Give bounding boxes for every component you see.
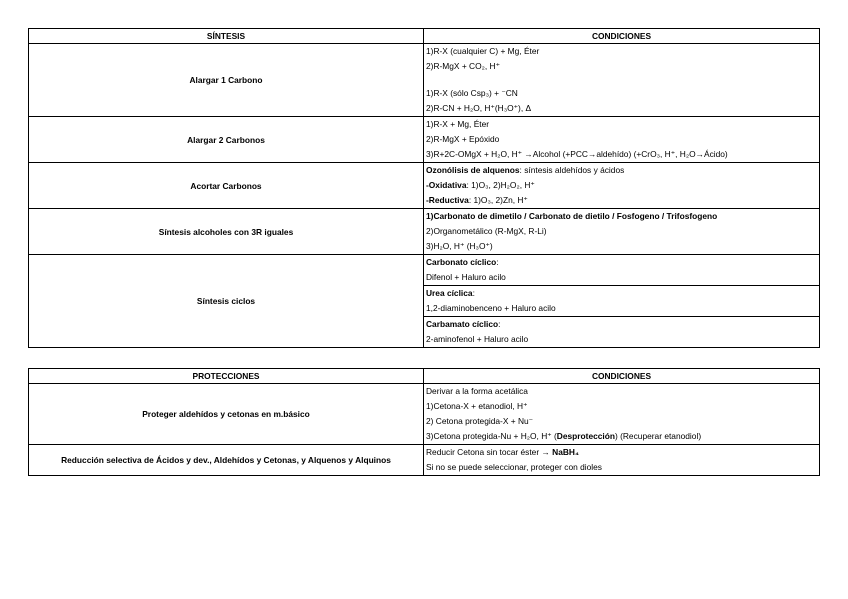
table-row (29, 255, 820, 286)
condition-bold: Carbonato cíclico (426, 257, 497, 267)
condition-line: Derivar a la forma acetálica (426, 386, 528, 396)
condition-line: 1)Cetona-X + etanodiol, H⁺ (426, 401, 528, 411)
condition-line: Carbamato cíclico: (426, 319, 501, 329)
header-sintesis: SÍNTESIS (29, 29, 424, 44)
header-condiciones: CONDICIONES (424, 29, 820, 44)
table-row (29, 384, 820, 445)
condition-text: : síntesis aldehídos y ácidos (519, 165, 625, 175)
row-label: Síntesis ciclos (29, 255, 424, 348)
row-conditions (424, 255, 820, 286)
table-row (29, 445, 820, 476)
condition-line: 2)Organometálico (R-MgX, R-Li) (426, 226, 547, 236)
row-conditions (424, 384, 820, 445)
condition-bold: Desprotección (556, 431, 615, 441)
condition-line: 2)R-MgX + CO₂, H⁺ (426, 61, 500, 71)
condition-line: 3)R+2C-OMgX + H₂O, H⁺ →Alcohol (+PCC→aldehído) (+CrO₃, H⁺, H₂O→Ácido) (426, 149, 728, 159)
condition-bold: -Oxidativa (426, 180, 467, 190)
condition-text: : 1)O₃, 2)Zn, H⁺ (468, 195, 528, 205)
row-conditions (424, 163, 820, 209)
condition-line (426, 163, 817, 178)
condition-text: 3)Cetona protegida-Nu + H₂O, H⁺ ( (426, 431, 557, 441)
condition-line: 2-aminofenol + Haluro acilo (426, 334, 529, 344)
condition-line: 1)R-X (sólo Csp₃) + ⁻CN (426, 88, 518, 98)
condition-line: Urea cíclica: (426, 288, 475, 298)
condition-bold: Urea cíclica (426, 288, 473, 298)
row-label: Alargar 1 Carbono (29, 44, 424, 117)
condition-line: Si no se puede seleccionar, proteger con dioles (426, 462, 602, 472)
row-conditions (424, 286, 820, 317)
table-row (29, 209, 820, 255)
condition-bold: 1)Carbonato de dimetilo / Carbonato de dietilo / Fosfogeno / Trifosfogeno (426, 211, 718, 221)
condition-line (426, 74, 817, 86)
condition-bold: Carbamato cíclico (426, 319, 499, 329)
condition-text: Reducir Cetona sin tocar éster → (426, 447, 553, 457)
condition-line: 3)H₂O, H⁺ (H₃O⁺) (426, 241, 493, 251)
condition-line: 2) Cetona protegida-X + Nu⁻ (426, 416, 534, 426)
condition-line: Difenol + Haluro acilo (426, 272, 506, 282)
row-label: Alargar 2 Carbonos (29, 117, 424, 163)
table-row (29, 163, 820, 209)
condition-bold: -Reductiva (426, 195, 469, 205)
header-protecciones: PROTECCIONES (29, 369, 424, 384)
condition-text: : 1)O₃, 2)H₂O₂, H⁺ (466, 180, 535, 190)
condition-line: 2)R-CN + H₂O, H⁺(H₃O⁺), Δ (426, 103, 532, 113)
condition-line (426, 193, 817, 208)
condition-line (426, 445, 817, 460)
condition-bold: Ozonólisis de alquenos (426, 165, 520, 175)
condition-text: ) (Recuperar etanodiol) (614, 431, 702, 441)
row-conditions (424, 317, 820, 348)
row-label: Acortar Carbonos (29, 163, 424, 209)
table-row (29, 117, 820, 163)
protections-table (28, 368, 820, 476)
synthesis-table (28, 28, 820, 348)
condition-line (426, 429, 817, 444)
condition-line: 2)R-MgX + Epóxido (426, 134, 500, 144)
condition-line: Carbonato cíclico: (426, 257, 499, 267)
row-label: Síntesis alcoholes con 3R iguales (29, 209, 424, 255)
table-header-row (29, 369, 820, 384)
row-conditions (424, 44, 820, 117)
table-header-row (29, 29, 820, 44)
row-conditions (424, 117, 820, 163)
row-label: Proteger aldehídos y cetonas en m.básico (29, 384, 424, 445)
header-condiciones: CONDICIONES (424, 369, 820, 384)
row-label: Reducción selectiva de Ácidos y dev., Aldehídos y Cetonas, y Alquenos y Alquinos (29, 445, 424, 476)
row-conditions (424, 445, 820, 476)
condition-line: 1)R-X (cualquier C) + Mg, Éter (426, 46, 540, 56)
row-conditions (424, 209, 820, 255)
condition-bold: NaBH₄ (552, 447, 579, 457)
condition-line: 1)R-X + Mg, Éter (426, 119, 490, 129)
condition-line (426, 209, 817, 224)
condition-line (426, 178, 817, 193)
condition-line: 1,2-diaminobenceno + Haluro acilo (426, 303, 556, 313)
table-row (29, 44, 820, 117)
